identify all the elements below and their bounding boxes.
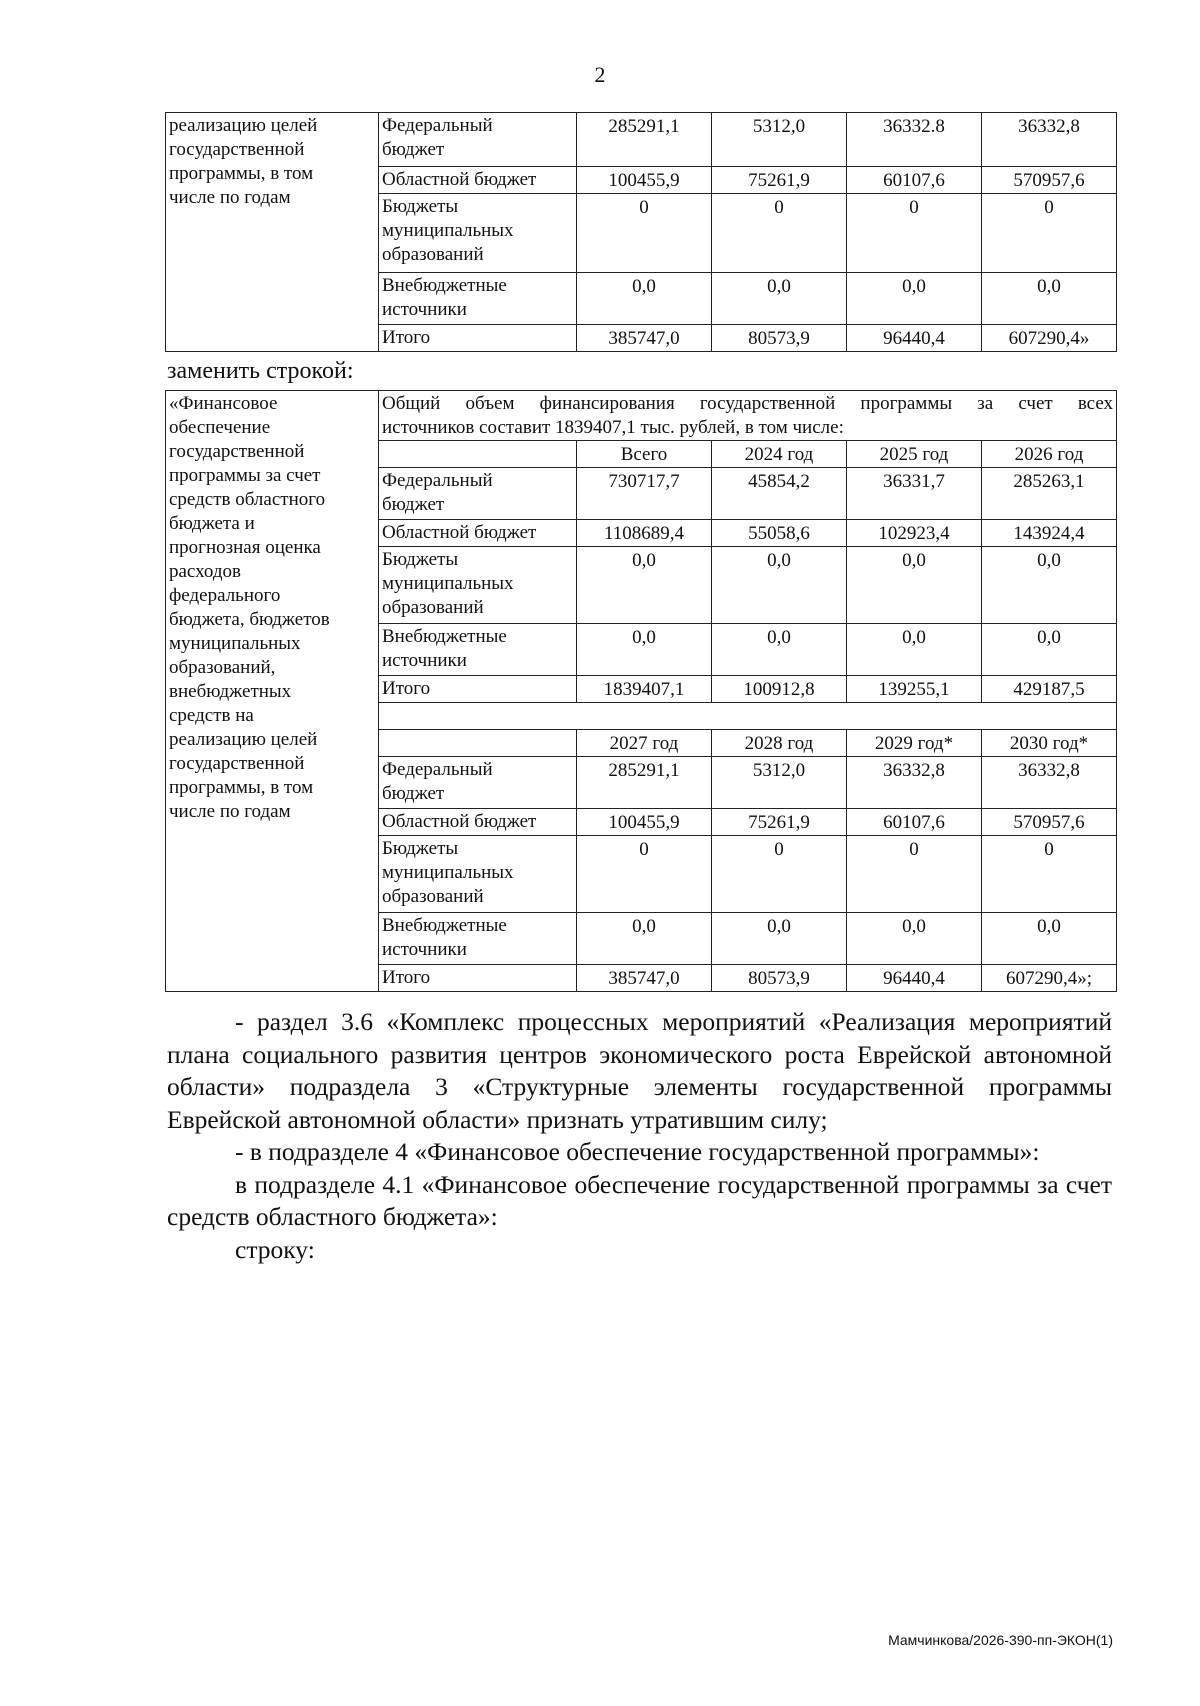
row-label: Внебюджетные источники	[379, 913, 577, 965]
row-label: Внебюджетные источники	[379, 624, 577, 676]
table-cell: 570957,6	[982, 167, 1117, 194]
table-cell: 60107,6	[847, 809, 982, 836]
table-cell: 0,0	[712, 547, 847, 624]
total-financing-intro: Общий объем финансирования государственной программы за счет всех источников составит 1839407,1 тыс. рублей, в том числе:	[379, 391, 1117, 441]
table-cell: 385747,0	[577, 325, 712, 352]
paragraph-section-3-6: - раздел 3.6 «Комплекс процессных мероприятий «Реализация мероприятий плана социального развития центров экономического роста Еврейской автономной области» подраздела 3 «Структурные элементы государственной программы Еврейской автономной области» признать утратившим силу;	[167, 1007, 1112, 1134]
row-description: «Финансовое обеспечение государственной программы за счет средств областного бюджета и прогнозная оценка расходов федерального бюджета, бюджетов муниципальных образований, внебюджетных средств на реализацию целей государственной программы, в том числе по годам	[166, 391, 379, 992]
table-cell: 0,0	[577, 273, 712, 325]
table-cell: 0,0	[982, 913, 1117, 965]
table-cell: 36332.8	[847, 113, 982, 167]
column-header: 2028 год	[712, 730, 847, 757]
table-cell: 75261,9	[712, 167, 847, 194]
paragraph-row-label: строку:	[235, 1234, 315, 1264]
page-number: 2	[594, 62, 606, 87]
row-label: Областной бюджет	[379, 167, 577, 194]
table-cell: 36331,7	[847, 468, 982, 520]
table-cell: 285291,1	[577, 757, 712, 809]
table-cell: 1108689,4	[577, 520, 712, 547]
table-cell: 102923,4	[847, 520, 982, 547]
table-cell: 0,0	[577, 913, 712, 965]
table-cell: 0,0	[847, 547, 982, 624]
table-cell: 75261,9	[712, 809, 847, 836]
table-cell: 0	[577, 836, 712, 913]
table-cell: 100455,9	[577, 809, 712, 836]
table-cell: 0	[982, 194, 1117, 273]
table-cell: 0,0	[712, 624, 847, 676]
table-cell: 100455,9	[577, 167, 712, 194]
row-label: Бюджеты муниципальных образований	[379, 547, 577, 624]
table-cell: 0	[847, 194, 982, 273]
table-cell: 0	[712, 194, 847, 273]
row-label: Федеральный бюджет	[379, 113, 577, 167]
column-header: 2025 год	[847, 441, 982, 468]
table-cell: 80573,9	[712, 325, 847, 352]
table-cell: 0,0	[577, 547, 712, 624]
table-cell: 96440,4	[847, 325, 982, 352]
table-cell: 45854,2	[712, 468, 847, 520]
table-cell: 5312,0	[712, 757, 847, 809]
table-cell: 429187,5	[982, 676, 1117, 703]
column-header: 2024 год	[712, 441, 847, 468]
document-footer-code: Мамчинкова/2026-390-пп-ЭКОН(1)	[888, 1632, 1113, 1648]
column-header: 2029 год*	[847, 730, 982, 757]
row-label: Федеральный бюджет	[379, 468, 577, 520]
row-label: Внебюджетные источники	[379, 273, 577, 325]
table-cell: 285263,1	[982, 468, 1117, 520]
row-label: Областной бюджет	[379, 520, 577, 547]
replace-label: заменить строкой:	[167, 358, 354, 384]
row-label: Областной бюджет	[379, 809, 577, 836]
column-header: 2027 год	[577, 730, 712, 757]
table-cell: 730717,7	[577, 468, 712, 520]
column-header: Всего	[577, 441, 712, 468]
row-label: Итого	[379, 325, 577, 352]
header-empty-cell	[379, 441, 577, 468]
table-cell: 36332,8	[982, 113, 1117, 167]
table-cell: 0	[847, 836, 982, 913]
table-cell: 0,0	[847, 273, 982, 325]
table-cell: 0,0	[712, 273, 847, 325]
continued-financing-table	[165, 112, 1117, 352]
table-cell: 0	[712, 836, 847, 913]
table-cell: 36332,8	[847, 757, 982, 809]
table-cell: 1839407,1	[577, 676, 712, 703]
table-cell: 96440,4	[847, 965, 982, 992]
table-cell: 607290,4»;	[982, 965, 1117, 992]
table-cell: 0,0	[982, 624, 1117, 676]
replacement-financing-table	[165, 390, 1117, 992]
table-cell: 0,0	[847, 913, 982, 965]
table-cell: 143924,4	[982, 520, 1117, 547]
table-cell: 80573,9	[712, 965, 847, 992]
spacer-row	[379, 703, 1117, 730]
table-cell: 55058,6	[712, 520, 847, 547]
header-empty-cell	[379, 730, 577, 757]
row-label: Бюджеты муниципальных образований	[379, 836, 577, 913]
row-label: Итого	[379, 676, 577, 703]
table-cell: 0,0	[982, 273, 1117, 325]
table-cell: 0,0	[577, 624, 712, 676]
table-cell: 0,0	[982, 547, 1117, 624]
table-cell: 60107,6	[847, 167, 982, 194]
table-cell: 570957,6	[982, 809, 1117, 836]
table-cell: 385747,0	[577, 965, 712, 992]
table-cell: 0,0	[847, 624, 982, 676]
paragraph-subsection-4-1: в подразделе 4.1 «Финансовое обеспечение государственной программы за счет средств областного бюджета»:	[167, 1169, 1112, 1231]
table-cell: 0	[577, 194, 712, 273]
table-cell: 0,0	[712, 913, 847, 965]
column-header: 2026 год	[982, 441, 1117, 468]
paragraph-subsection-4: - в подразделе 4 «Финансовое обеспечение государственной программы»:	[235, 1137, 1040, 1166]
table-cell: 100912,8	[712, 676, 847, 703]
row-description: реализацию целей государственной программы, в том числе по годам	[166, 113, 379, 352]
document-body	[167, 1006, 1112, 1266]
row-label: Федеральный бюджет	[379, 757, 577, 809]
table-cell: 36332,8	[982, 757, 1117, 809]
table-cell: 607290,4»	[982, 325, 1117, 352]
table-cell: 139255,1	[847, 676, 982, 703]
table-cell: 5312,0	[712, 113, 847, 167]
column-header: 2030 год*	[982, 730, 1117, 757]
table-cell: 0	[982, 836, 1117, 913]
table-cell: 285291,1	[577, 113, 712, 167]
row-label: Итого	[379, 965, 577, 992]
row-label: Бюджеты муниципальных образований	[379, 194, 577, 273]
